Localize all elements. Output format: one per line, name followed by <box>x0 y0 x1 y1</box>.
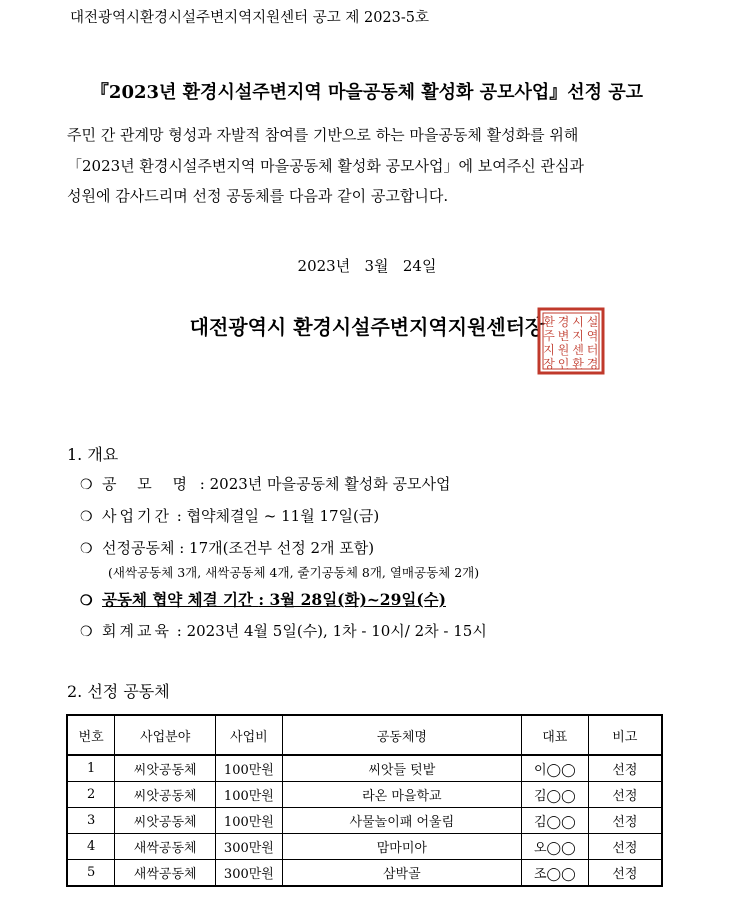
item-value: : 3월 28일(화)~29일(수) <box>258 590 446 609</box>
item-value: : 협약체결일 ~ 11월 17일(금) <box>176 507 380 525</box>
cell-note: 선정 <box>588 782 662 808</box>
cell-field: 새싹공동체 <box>115 834 216 860</box>
item-value: : 2023년 마을공동체 활성화 공모사업 <box>199 475 451 493</box>
cell-representative: 조◯◯ <box>521 860 588 887</box>
table-row <box>67 834 662 860</box>
table-row <box>67 808 662 834</box>
seal-glyph: 원 <box>557 343 570 357</box>
seal-glyph: 설 <box>586 315 599 329</box>
section-overview-heading: 1. 개요 <box>67 445 119 464</box>
seal-glyph: 경 <box>557 315 570 329</box>
bullet-icon: ❍ <box>80 593 93 609</box>
document-title: 『2023년 환경시설주변지역 마을공동체 활성화 공모사업』선정 공고 <box>90 82 644 103</box>
intro-line-2: 「2023년 환경시설주변지역 마을공동체 활성화 공모사업」에 보여주신 관심과 <box>67 157 584 175</box>
signer-title: 대전광역시 환경시설주변지역지원센터장 <box>189 315 545 339</box>
seal-glyph: 터 <box>586 343 599 357</box>
bullet-icon: ❍ <box>80 509 93 525</box>
table-row <box>67 755 662 782</box>
seal-glyph: 센 <box>572 343 584 357</box>
section-selected-heading: 2. 선정 공동체 <box>67 682 170 701</box>
seal-glyph: 시 <box>572 315 584 329</box>
header-note: 비고 <box>588 715 662 755</box>
overview-item-agreement <box>80 588 446 610</box>
cell-group-name: 맘마미아 <box>282 834 521 860</box>
overview-item-training <box>80 620 487 641</box>
seal-glyph: 인 <box>557 357 570 371</box>
cell-number: 2 <box>67 782 115 808</box>
cell-number: 1 <box>67 755 115 782</box>
cell-number: 4 <box>67 834 115 860</box>
cell-budget: 300만원 <box>215 860 282 887</box>
header-representative: 대표 <box>521 715 588 755</box>
item-label: 선정공동체 <box>102 539 175 557</box>
cell-representative: 김◯◯ <box>521 808 588 834</box>
table-row <box>67 782 662 808</box>
cell-group-name: 삼박골 <box>282 860 521 887</box>
header-number: 번호 <box>67 715 115 755</box>
seal-glyph: 지 <box>572 329 584 343</box>
cell-budget: 300만원 <box>215 834 282 860</box>
cell-number: 3 <box>67 808 115 834</box>
table-header-row <box>67 715 662 755</box>
notice-date: 2023년 3월 24일 <box>297 257 437 275</box>
item-value: : 17개(조건부 선정 2개 포함) <box>179 539 375 557</box>
cell-representative: 김◯◯ <box>521 782 588 808</box>
seal-glyph: 변 <box>557 329 570 343</box>
selected-detail: (새싹공동체 3개, 새싹공동체 4개, 줄기공동체 8개, 열매공동체 2개) <box>108 565 480 580</box>
notice-number: 대전광역시환경시설주변지역지원센터 공고 제 2023-5호 <box>70 10 429 26</box>
header-group-name: 공동체명 <box>282 715 521 755</box>
seal-glyph: 환 <box>572 357 584 371</box>
seal-glyph: 장 <box>543 357 555 371</box>
header-budget: 사업비 <box>215 715 282 755</box>
cell-field: 씨앗공동체 <box>115 755 216 782</box>
seal-glyph: 환 <box>543 315 555 329</box>
overview-item-contest-name <box>80 473 450 494</box>
cell-field: 씨앗공동체 <box>115 808 216 834</box>
cell-note: 선정 <box>588 755 662 782</box>
bullet-icon: ❍ <box>80 624 93 640</box>
overview-item-selected <box>80 537 374 558</box>
header-field: 사업분야 <box>115 715 216 755</box>
cell-number: 5 <box>67 860 115 887</box>
cell-group-name: 씨앗들 텃밭 <box>282 755 521 782</box>
cell-representative: 오◯◯ <box>521 834 588 860</box>
overview-item-period <box>80 505 379 526</box>
cell-field: 씨앗공동체 <box>115 782 216 808</box>
cell-representative: 이◯◯ <box>521 755 588 782</box>
intro-line-1: 주민 간 관계망 형성과 자발적 참여를 기반으로 하는 마을공동체 활성화를 위해 <box>67 126 579 144</box>
intro-line-3: 성원에 감사드리며 선정 공동체를 다음과 같이 공고합니다. <box>67 187 449 205</box>
selected-groups-table <box>66 714 663 887</box>
cell-note: 선정 <box>588 834 662 860</box>
seal-glyph: 지 <box>543 343 555 357</box>
item-label: 사업기간 <box>102 507 172 525</box>
cell-budget: 100만원 <box>215 755 282 782</box>
cell-note: 선정 <box>588 808 662 834</box>
cell-group-name: 사물놀이패 어울림 <box>282 808 521 834</box>
item-label: 회계교육 <box>102 622 172 640</box>
table-row <box>67 860 662 887</box>
cell-group-name: 라온 마을학교 <box>282 782 521 808</box>
item-label: 공 모 명 <box>102 475 196 493</box>
seal-glyph: 경 <box>586 357 599 371</box>
cell-budget: 100만원 <box>215 782 282 808</box>
cell-field: 새싹공동체 <box>115 860 216 887</box>
cell-note: 선정 <box>588 860 662 887</box>
seal-glyph: 주 <box>543 329 555 343</box>
item-label: 공동체 협약 체결 기간 <box>102 590 253 609</box>
seal-glyph: 역 <box>586 329 599 343</box>
item-value: : 2023년 4월 5일(수), 1차 - 10시/ 2차 - 15시 <box>176 622 487 640</box>
official-seal-icon <box>537 307 605 375</box>
cell-budget: 100만원 <box>215 808 282 834</box>
bullet-icon: ❍ <box>80 541 93 557</box>
bullet-icon: ❍ <box>80 477 93 493</box>
